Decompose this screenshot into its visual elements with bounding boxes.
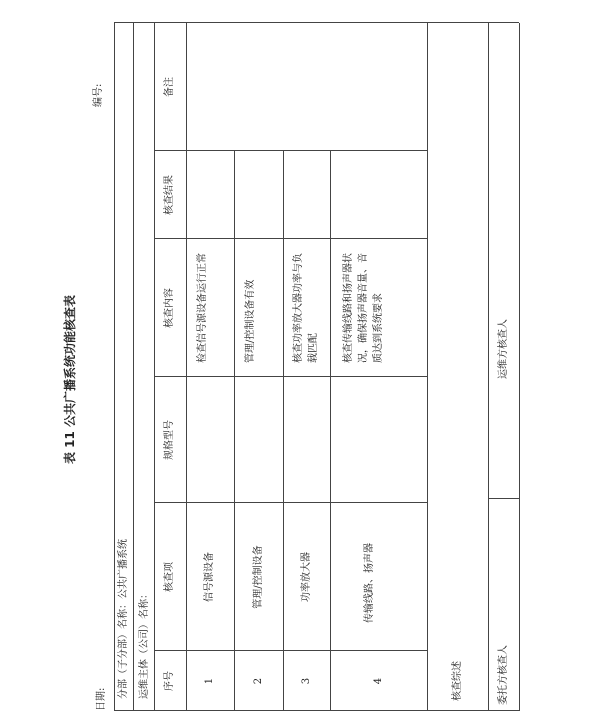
- table-border-top: [114, 23, 115, 711]
- table-row-3-seq: 3: [301, 677, 312, 685]
- summary-label: 核查综述: [452, 661, 463, 701]
- table-row-1-content: 检查信号源设备运行正常: [197, 253, 208, 363]
- table-row-4-item: 传输线路、扬声器: [364, 543, 375, 623]
- header-content: 核查内容: [164, 288, 175, 328]
- table-row-4-content: 核查传输线路和扬声器状况，确保扬声器音量、音质达到系统要求: [343, 253, 384, 363]
- form-title: 表 11 公共广播系统功能核查表: [63, 294, 77, 464]
- header-result: 核查结果: [164, 175, 175, 215]
- branch-name-label: 分部（子分部）名称：公共广播系统: [118, 539, 129, 699]
- client-checker-label: 委托方核查人: [498, 645, 509, 705]
- table-row-3-content: 核查功率放大器功率与负载匹配: [293, 253, 319, 363]
- table-border-bottom: [519, 23, 520, 711]
- table-row-3-item: 功率放大器: [301, 552, 312, 602]
- date-label: 日期:: [96, 687, 107, 711]
- table-row-2-seq: 2: [253, 677, 264, 685]
- table-row-2-item: 管理/控制设备: [253, 545, 264, 609]
- table-row-2-content: 管理/控制设备有效: [245, 279, 256, 363]
- operator-checker-label: 运维方核查人: [498, 319, 509, 379]
- table-row-1-seq: 1: [204, 677, 215, 685]
- operator-name-label: 运维主体（公司）名称：: [139, 589, 150, 699]
- header-seq: 序号: [164, 671, 175, 691]
- header-note: 备注: [164, 77, 175, 97]
- header-spec: 规格型号: [164, 420, 175, 460]
- table-row-1-item: 信号源设备: [204, 552, 215, 602]
- table-row-4-seq: 4: [373, 677, 384, 685]
- serial-number-label: 编号:: [93, 83, 104, 107]
- header-item: 核查项: [164, 562, 175, 592]
